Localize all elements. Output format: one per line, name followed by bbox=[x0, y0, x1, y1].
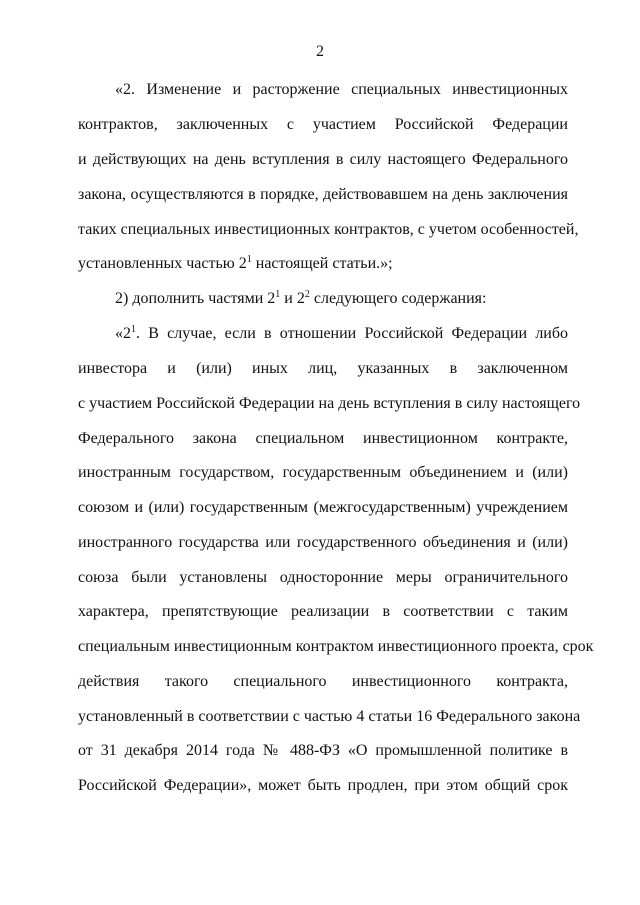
page-number: 2 bbox=[316, 43, 324, 60]
text-fragment: 2) дополнить частями 2 bbox=[115, 290, 276, 307]
text-line bbox=[115, 324, 568, 344]
text-fragment: . В случае, если в отношении Российской Федерации либо bbox=[136, 325, 568, 342]
superscript: 1 bbox=[275, 289, 281, 300]
text-line bbox=[115, 289, 568, 309]
text-line: иностранным государством, государственным объединением и (или) bbox=[78, 464, 568, 481]
text-line: контрактов, заключенных с участием Российской Федерации bbox=[78, 116, 568, 133]
text-line: действия такого специального инвестиционного контракта, bbox=[78, 673, 568, 690]
superscript: 2 bbox=[304, 289, 310, 300]
text-line: специальным инвестиционным контрактом инвестиционного проекта, срок bbox=[78, 638, 594, 655]
text-fragment: и 2 bbox=[280, 290, 305, 307]
text-line: «2. Изменение и расторжение специальных инвестиционных bbox=[115, 81, 568, 98]
text-line: характера, препятствующие реализации в соответствии с таким bbox=[78, 603, 568, 620]
text-fragment: «2 bbox=[115, 325, 131, 342]
text-fragment: следующего содержания: bbox=[309, 290, 487, 307]
text-line: от 31 декабря 2014 года № 488-ФЗ «О промышленной политике в bbox=[78, 742, 568, 759]
text-fragment: установленных частью 2 bbox=[78, 255, 247, 272]
text-line: таких специальных инвестиционных контрактов, с учетом особенностей, bbox=[78, 221, 579, 238]
text-line: Российской Федерации», может быть продлен, при этом общий срок bbox=[78, 777, 568, 794]
text-line: с участием Российской Федерации на день вступления в силу настоящего bbox=[78, 395, 581, 412]
text-line: Федерального закона специальном инвестиционном контракте, bbox=[78, 430, 568, 447]
text-line: установленный в соответствии с частью 4 статьи 16 Федерального закона bbox=[78, 708, 581, 725]
superscript: 1 bbox=[246, 254, 252, 265]
text-line: и действующих на день вступления в силу настоящего Федерального bbox=[78, 151, 568, 168]
text-line: закона, осуществляются в порядке, действовавшем на день заключения bbox=[78, 186, 568, 203]
superscript: 1 bbox=[131, 324, 136, 335]
text-line bbox=[78, 254, 568, 274]
text-line: союзом и (или) государственным (межгосударственным) учреждением bbox=[78, 499, 568, 516]
text-fragment: настоящей статьи.»; bbox=[251, 255, 393, 272]
text-line: иностранного государства или государственного объединения и (или) bbox=[78, 534, 568, 551]
text-line: инвестора и (или) иных лиц, указанных в заключенном bbox=[78, 360, 568, 377]
text-line: союза были установлены односторонние меры ограничительного bbox=[78, 569, 568, 586]
